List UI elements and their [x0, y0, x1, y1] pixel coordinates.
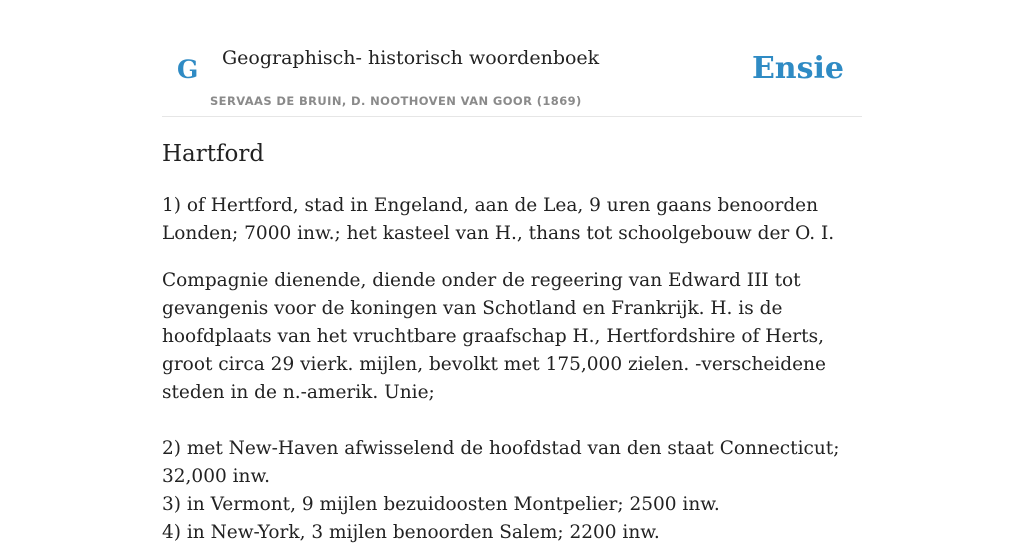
entry-content [162, 137, 862, 547]
entry-title: Hartford [162, 141, 265, 167]
book-title[interactable]: Geographisch- historisch woordenboek [222, 47, 600, 69]
book-logo-icon[interactable]: G [177, 55, 199, 84]
book-author: SERVAAS DE BRUIN, D. NOOTHOVEN VAN GOOR (1869) [210, 94, 582, 108]
entry-paragraph: 1) of Hertford, stad in Engeland, aan de Lea, 9 uren gaans benoorden Londen; 7000 inw.; het kasteel van H., thans tot schoolgebouw der O. I. [162, 195, 835, 244]
brand-logo[interactable]: Ensie [751, 51, 844, 86]
header [162, 0, 862, 117]
entry-paragraph: Compagnie dienende, diende onder de regeering van Edward III tot gevangenis voor de koningen van Schotland en Frankrijk. H. is de hoofdplaats van het vruchtbare graafschap H., Hertfordshire of Herts, groot circa 29 vierk. mijlen, bevolkt met 175,000 zielen. -verscheidene steden in de n.-amerik. Unie; [162, 270, 826, 403]
list-item: 4) in New-York, 3 mijlen benoorden Salem; 2200 inw. [162, 522, 660, 543]
list-item: 3) in Vermont, 9 mijlen bezuidoosten Montpelier; 2500 inw. [162, 494, 720, 515]
entry-list [162, 435, 862, 547]
list-item: 2) met New-Haven afwisselend de hoofdstad van den staat Connecticut; 32,000 inw. [162, 438, 840, 487]
